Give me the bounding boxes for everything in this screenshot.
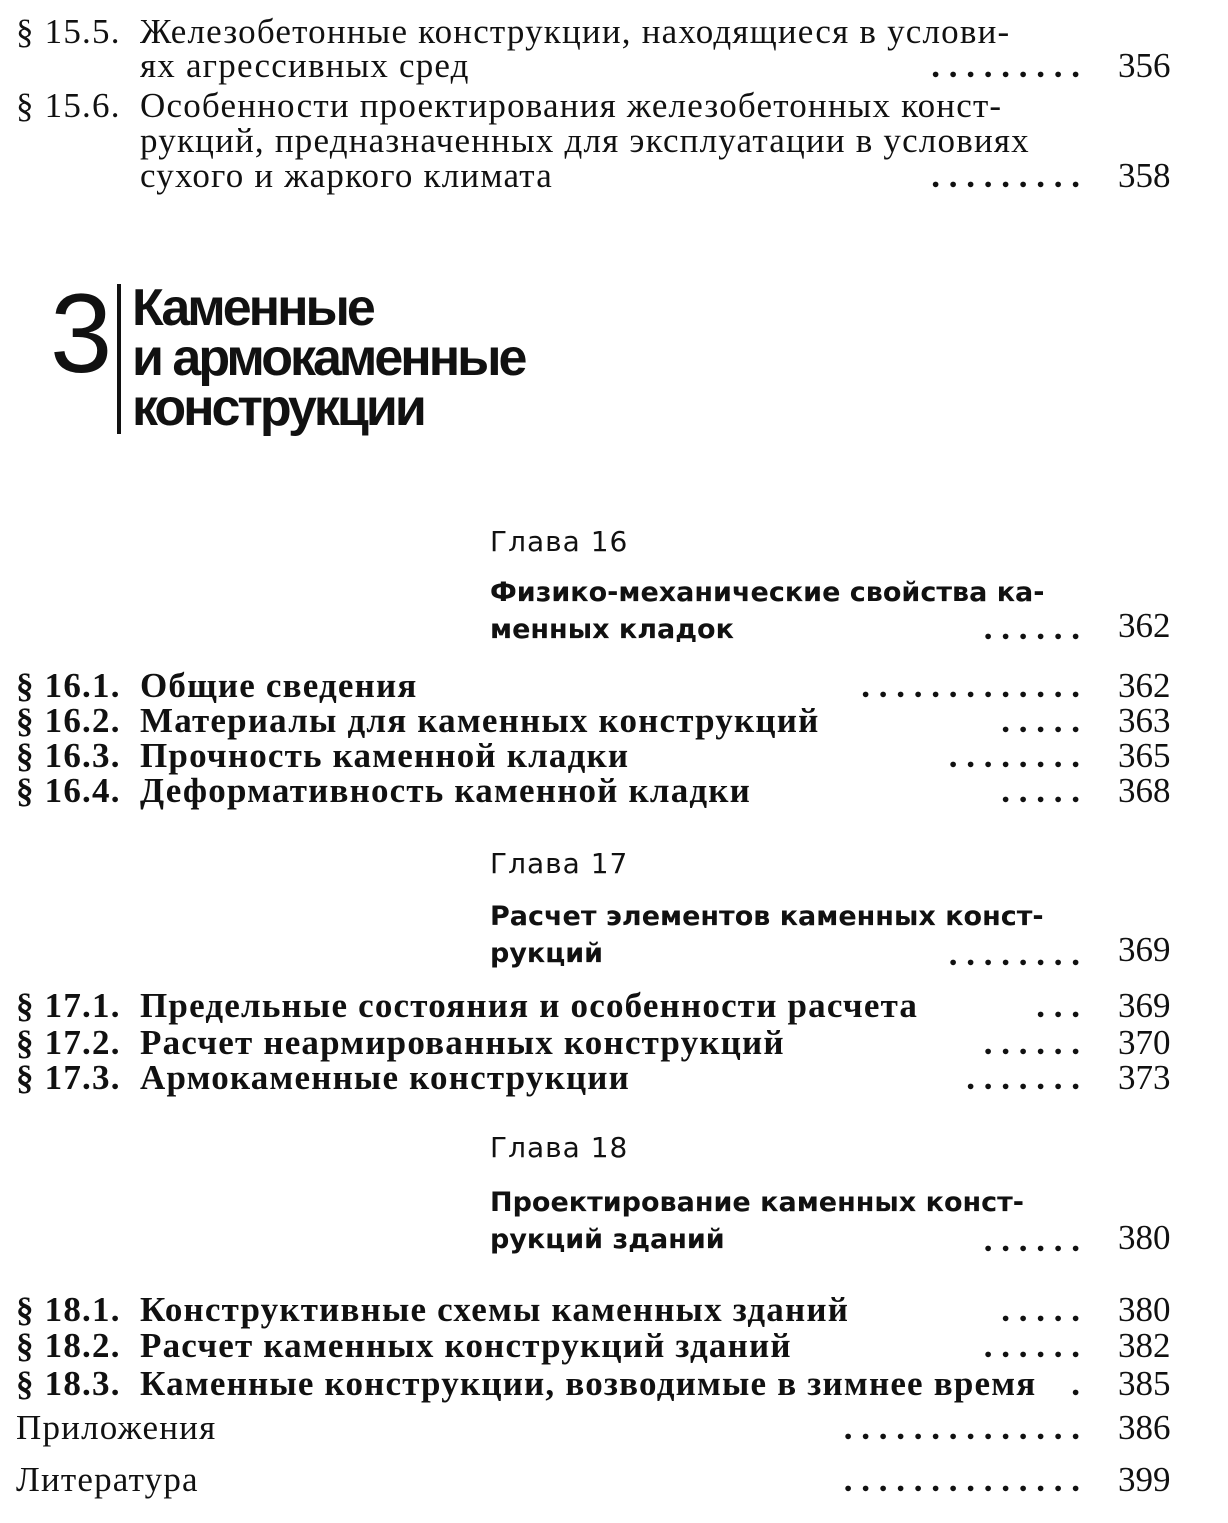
page-number: 368	[1118, 771, 1171, 810]
chapter-title-line1: Расчет элементов каменных конст-	[490, 901, 1044, 932]
leader-dots: . . . . . . . . .	[931, 158, 1080, 193]
page-number: 369	[1118, 930, 1171, 969]
section-number: § 16.4.	[16, 771, 121, 810]
chapter-title-line1: Физико-механические свойства ка-	[490, 577, 1045, 608]
chapter-label-16: Глава 16	[490, 525, 629, 558]
chapter-label-17: Глава 17	[490, 847, 629, 880]
page-number: 362	[1118, 606, 1171, 645]
section-title-line2: рукций, предназначенных для эксплуатации в условиях	[140, 121, 1030, 160]
chapter-title-line1: Проектирование каменных конст-	[490, 1187, 1025, 1218]
leader-dots: . . . . . . . . .	[931, 48, 1080, 83]
section-title: Каменные конструкции, возводимые в зимнее время	[140, 1364, 1037, 1403]
leader-dots: . . . . . . . . . . . . . .	[843, 1462, 1080, 1497]
section-title: Предельные состояния и особенности расчета	[140, 986, 919, 1025]
part-header	[50, 271, 570, 438]
leader-dots: . . . . .	[1001, 1292, 1080, 1327]
section-number: § 17.2.	[16, 1023, 121, 1062]
section-title: Материалы для каменных конструкций	[140, 701, 820, 740]
section-number: § 15.6.	[16, 86, 121, 125]
leader-dots: . . . . . . . .	[948, 936, 1080, 971]
page-number: 380	[1118, 1290, 1171, 1329]
part-title-line-3: конструкции	[132, 379, 424, 437]
page-number: 385	[1118, 1364, 1171, 1403]
chapter-label-18: Глава 18	[490, 1131, 629, 1164]
section-title: Деформативность каменной кладки	[140, 771, 752, 810]
section-number: § 16.2.	[16, 701, 121, 740]
section-title-line2: ях агрессивных сред	[140, 46, 470, 85]
page-number: 380	[1118, 1218, 1171, 1257]
page-number: 382	[1118, 1326, 1171, 1365]
part-title-line-2: и армокаменные	[132, 329, 525, 387]
section-number: § 18.3.	[16, 1364, 121, 1403]
section-title: Приложения	[16, 1408, 217, 1447]
section-number: § 17.3.	[16, 1058, 121, 1097]
chapter-title-line2: рукций	[490, 938, 604, 969]
section-title: Общие сведения	[140, 666, 418, 705]
chapter-title-line2: менных кладок	[490, 614, 734, 645]
section-title: Конструктивные схемы каменных зданий	[140, 1290, 850, 1329]
leader-dots: .	[1071, 1366, 1080, 1401]
leader-dots: . . .	[1036, 988, 1080, 1023]
page-number: 356	[1118, 46, 1171, 85]
section-number: § 15.5.	[16, 12, 121, 51]
page-number: 358	[1118, 156, 1171, 195]
section-title-line1: Железобетонные конструкции, находящиеся в услови-	[140, 12, 1011, 51]
leader-dots: . . . . . . . . . . . . .	[861, 668, 1080, 703]
leader-dots: . . . . .	[1001, 703, 1080, 738]
section-number: § 17.1.	[16, 986, 121, 1025]
section-title: Литература	[16, 1460, 199, 1499]
part-divider	[117, 284, 121, 434]
page-number: 365	[1118, 736, 1171, 775]
section-title: Расчет каменных конструкций зданий	[140, 1326, 792, 1365]
leader-dots: . . . . . . . . . . . . . .	[843, 1410, 1080, 1445]
page-number: 363	[1118, 701, 1171, 740]
leader-dots: . . . . .	[1001, 773, 1080, 808]
leader-dots: . . . . . .	[983, 1222, 1080, 1257]
leader-dots: . . . . . . . .	[948, 738, 1080, 773]
section-title-line3: сухого и жаркого климата	[140, 156, 553, 195]
page-number: 386	[1118, 1408, 1171, 1447]
section-number: § 16.1.	[16, 666, 121, 705]
part-title-line-1: Каменные	[132, 279, 373, 337]
part-number: 3	[50, 271, 113, 396]
section-title: Прочность каменной кладки	[140, 736, 630, 775]
section-title: Расчет неармированных конструкций	[140, 1023, 785, 1062]
page-number: 373	[1118, 1058, 1171, 1097]
page-number: 362	[1118, 666, 1171, 705]
leader-dots: . . . . . .	[983, 1328, 1080, 1363]
section-title-line1: Особенности проектирования железобетонных конст-	[140, 86, 1003, 125]
section-number: § 16.3.	[16, 736, 121, 775]
leader-dots: . . . . . .	[983, 610, 1080, 645]
page-number: 370	[1118, 1023, 1171, 1062]
section-number: § 18.2.	[16, 1326, 121, 1365]
section-title: Армокаменные конструкции	[140, 1058, 631, 1097]
page-number: 369	[1118, 986, 1171, 1025]
chapter-title-line2: рукций зданий	[490, 1224, 725, 1255]
leader-dots: . . . . . .	[983, 1025, 1080, 1060]
leader-dots: . . . . . . .	[966, 1060, 1080, 1095]
page-number: 399	[1118, 1460, 1171, 1499]
section-number: § 18.1.	[16, 1290, 121, 1329]
